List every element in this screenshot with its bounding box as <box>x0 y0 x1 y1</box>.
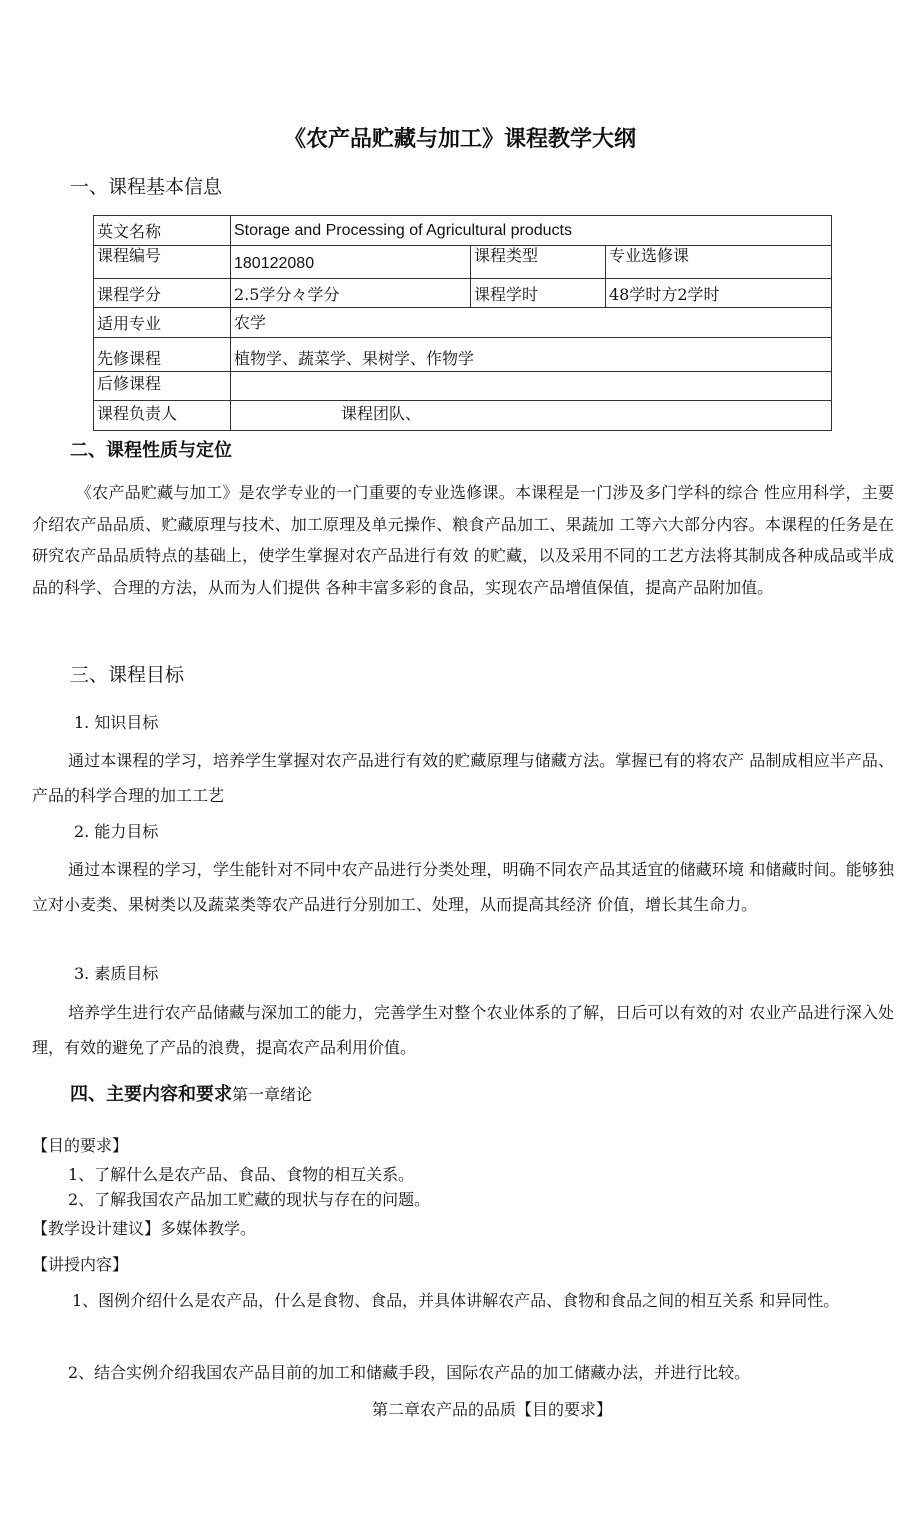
goal-ability-text: 通过本课程的学习，学生能针对不同中农产品进行分类处理，明确不同农产品其适宜的储藏环境 和储藏时间。能够独立对小麦类、果树类以及蔬菜类等农产品进行分别加工、处理，从而提高其经济 价值，增长其生命力。 <box>32 860 894 914</box>
section-heading-content <box>70 1080 312 1106</box>
section-heading-goals: 三、课程目标 <box>70 664 185 686</box>
req-item-1: 1、了解什么是农产品、食品、食物的相互关系。 <box>68 1165 415 1184</box>
followup-label: 后修课程 <box>94 372 231 401</box>
major-value: 农学 <box>231 308 832 338</box>
section-heading-basic-info: 一、课程基本信息 <box>70 176 223 198</box>
course-info-table <box>93 215 832 431</box>
chapter2-title: 第二章农产品的品质【目的要求】 <box>372 1400 613 1419</box>
hours-label: 课程学时 <box>471 279 606 308</box>
course-code-label: 课程编号 <box>94 246 231 279</box>
table-row <box>94 308 832 338</box>
goal-knowledge-title: 1. 知识目标 <box>74 713 159 732</box>
course-type-value: 专业选修课 <box>606 246 832 279</box>
prereq-label: 先修课程 <box>94 338 231 372</box>
table-row <box>94 246 832 279</box>
design-suggestion: 【教学设计建议】多媒体教学。 <box>32 1219 257 1238</box>
owner-label: 课程负责人 <box>94 401 231 431</box>
hours-value: 48学时方2学时 <box>606 279 832 308</box>
nature-paragraph: 《农产品贮藏与加工》是农学专业的一门重要的专业选修课。本课程是一门涉及多门学科的综合 性应用科学，主要介绍农产品品质、贮藏原理与技术、加工原理及单元操作、粮食产品加工、果蔬加 工等六大部分内容。本课程的任务是在研究农产品品质特点的基础上，使学生掌握对农产品进行有效 的贮藏，以及采用不同的工艺方法将其制成各种成品或半成品的科学、合理的方法，从而为人们提供 各种丰富多彩的食品，实现农产品增值保值，提高产品附加值。 <box>32 483 894 597</box>
goal-ability-title: 2. 能力目标 <box>74 822 159 841</box>
english-name-value: Storage and Processing of Agricultural products <box>231 216 832 246</box>
table-row <box>94 338 832 372</box>
goal-quality-title: 3. 素质目标 <box>74 964 159 983</box>
content-label: 【讲授内容】 <box>32 1255 129 1274</box>
owner-value: 课程团队、 <box>231 401 832 431</box>
content-item-1: 1、图例介绍什么是农产品，什么是食物、食品，并具体讲解农产品、食物和食品之间的相互关系 和异同性。 <box>72 1291 840 1310</box>
content-item-2: 2、结合实例介绍我国农产品目前的加工和储藏手段，国际农产品的加工储藏办法，并进行比较。 <box>68 1363 751 1382</box>
table-row <box>94 372 832 401</box>
major-label: 适用专业 <box>94 308 231 338</box>
credit-value: 2.5学分々学分 <box>231 279 471 308</box>
table-row <box>94 216 832 246</box>
course-code-value: 180122080 <box>231 246 471 279</box>
goal-quality-text: 培养学生进行农产品储藏与深加工的能力，完善学生对整个农业体系的了解，日后可以有效的对 农业产品进行深入处理，有效的避免了产品的浪费，提高农产品利用价值。 <box>32 1003 894 1057</box>
credit-label: 课程学分 <box>94 279 231 308</box>
section4-title: 四、主要内容和要求 <box>70 1084 232 1105</box>
document-title: 《农产品贮藏与加工》课程教学大纲 <box>283 127 636 152</box>
goal-knowledge-text: 通过本课程的学习，培养学生掌握对农产品进行有效的贮藏原理与储藏方法。掌握已有的将农产 品制成相应半产品、产品的科学合理的加工工艺 <box>32 751 894 805</box>
chapter1-title: 第一章绪论 <box>232 1085 313 1104</box>
table-row <box>94 401 832 431</box>
section-heading-nature: 二、课程性质与定位 <box>70 440 232 461</box>
req-label: 【目的要求】 <box>32 1136 129 1155</box>
prereq-value: 植物学、蔬菜学、果树学、作物学 <box>231 338 832 372</box>
followup-value <box>231 372 832 401</box>
req-item-2: 2、了解我国农产品加工贮藏的现状与存在的问题。 <box>68 1190 431 1209</box>
course-type-label: 课程类型 <box>471 246 606 279</box>
table-row <box>94 279 832 308</box>
english-name-label: 英文名称 <box>94 216 231 246</box>
